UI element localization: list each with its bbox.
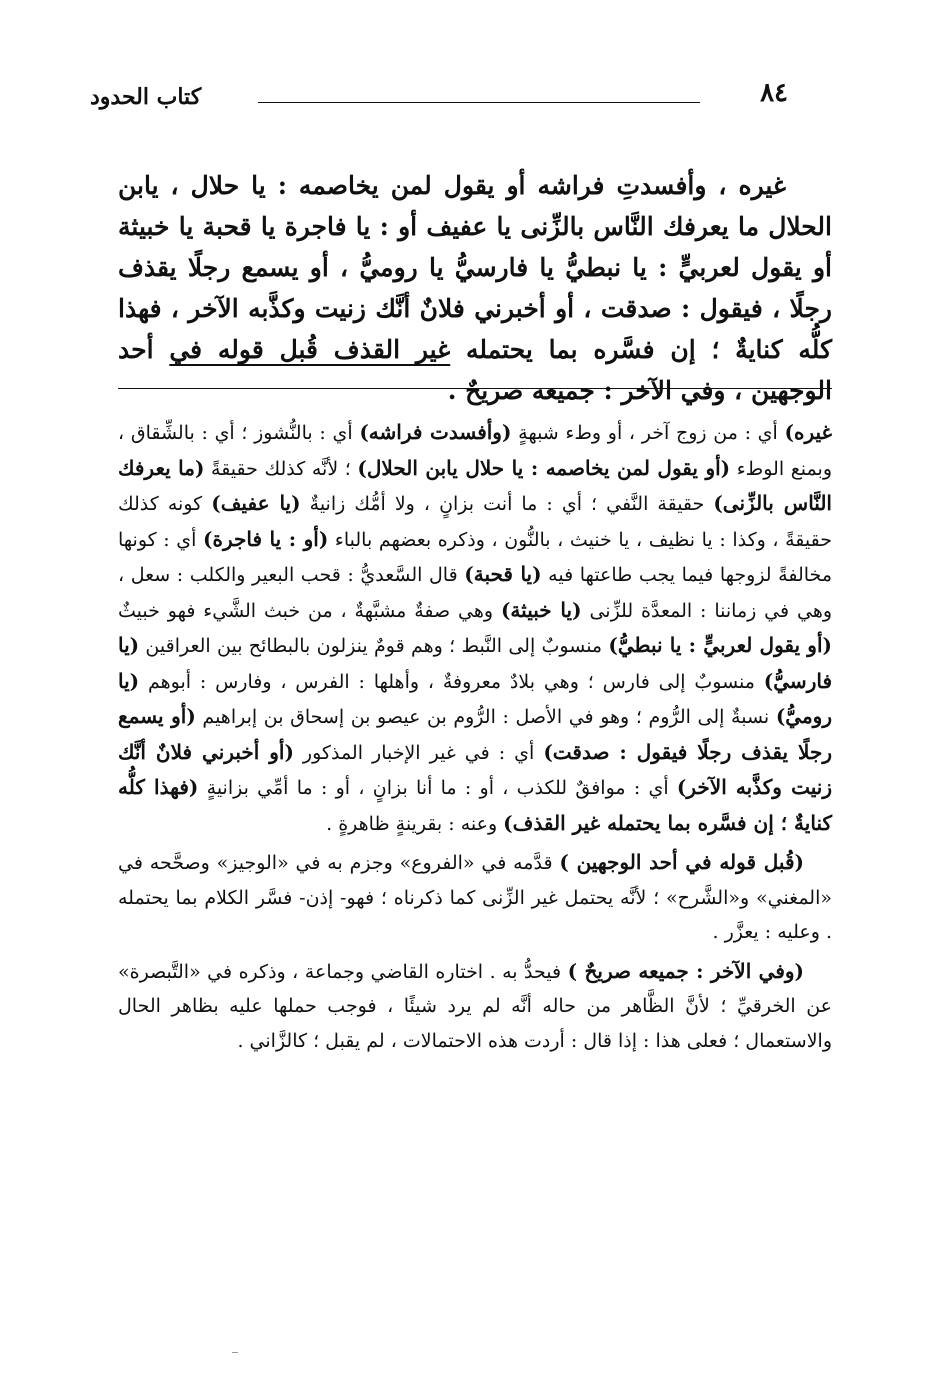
running-title: كتاب الحدود xyxy=(90,84,202,110)
separator-rule xyxy=(118,388,832,389)
commentary-text: أي : بالنُّشوز ؛ أي : بالشِّقاق ، وبمنع الوطء xyxy=(118,422,832,480)
commentary-quote: (وفي الآخر : جميعه صريحٌ ) xyxy=(567,958,805,983)
commentary-text: أي : موافقٌ للكذب ، أو : ما أنا بزانٍ ، أو : ما أمِّي بزانيةٍ xyxy=(198,777,677,799)
commentary-text: ؛ لأنَّه كذلك حقيقةً xyxy=(204,457,358,480)
commentary-quote: (يا روميُّ) xyxy=(118,668,832,728)
commentary-text: وعنه : بقرينةٍ ظاهرةٍ . xyxy=(326,812,504,835)
main-text-tail: أحد الوجهين ، وفي الآخر : جميعه صريحٌ . xyxy=(118,335,832,405)
commentary-text: وهي صفةٌ مشبَّهةٌ ، من خبث الشَّيء فهو خبيثٌ xyxy=(118,599,501,622)
page-header xyxy=(90,78,788,118)
main-text-paragraph xyxy=(118,165,832,411)
commentary-text: أي : من زوج آخر ، أو وطء شبهةٍ xyxy=(511,422,785,444)
main-text-underlined: غير القذف قُبل قوله في xyxy=(169,335,451,364)
commentary-text: منسوبٌ إلى النَّبط ؛ وهم قومٌ ينزلون بالبطائح بين العراقين xyxy=(139,635,609,657)
commentary-text: قال السَّعديُّ : قحب البعير والكلب : سعل ، وهي في زماننا : المعدَّة للزِّنى xyxy=(118,564,833,622)
commentary-quote: (يا خبيثة) xyxy=(500,597,582,622)
commentary-quote: (يا قحبة) xyxy=(464,562,542,586)
page-number: ٨٤ xyxy=(760,78,788,108)
commentary-text: نسبةٌ إلى الرُّوم ؛ وهو في الأصل : الرُّوم بن عيصو بن إسحاق بن إبراهيم xyxy=(195,706,776,728)
commentary-quote: (أو يقول لعربيٍّ : يا نبطيُّ) xyxy=(608,633,832,657)
commentary-text: أي : كونها مخالفةً لزوجها فيما يجب طاعتها فيه xyxy=(118,528,832,586)
commentary xyxy=(118,415,832,1062)
main-text xyxy=(118,165,832,411)
header-rule xyxy=(258,102,700,103)
commentary-paragraph-1 xyxy=(118,415,832,841)
commentary-quote: (وأفسدت فراشه) xyxy=(359,420,512,444)
commentary-text: كونه كذلك حقيقةً ، وكذا : يا نظيف ، يا خنيث ، بالنُّون ، وذكره بعضهم بالباء xyxy=(118,493,833,551)
commentary-quote: (أو يقول لمن يخاصمه : يا حلال يابن الحلال) xyxy=(357,455,731,480)
commentary-paragraph-3 xyxy=(118,954,832,1059)
commentary-quote: (فهذا كلُّه كنايةٌ ؛ إن فسَّره بما يحتمله غير القذف) xyxy=(118,775,832,835)
commentary-text: منسوبٌ إلى فارس ؛ وهي بلادٌ معروفةٌ ، وأهلها : الفرس ، وفارس : أبوهم xyxy=(139,670,764,693)
commentary-paragraph-2 xyxy=(118,845,832,950)
commentary-text: حقيقة النَّفي ؛ أي : ما أنت بزانٍ ، ولا أمُّك زانيةٌ xyxy=(300,493,714,515)
main-text-body: غيره ، وأفسدتِ فراشه أو يقول لمن يخاصمه : يا حلال ، يابن الحلال ما يعرفك النَّاس بالزِّنى يا عفيف أو : يا فاجرة يا قحبة يا خبيثة أو يقول لعربيٍّ : يا نبطيُّ يا فارسيُّ يا روميُّ ، أو يسمع رجلًا يقذف رجلًا ، فيقول : صدقت ، أو أخبرني فلانٌ أنَّك زنيت وكذَّبه الآخر ، فهذا كلُّه كنايةٌ ؛ إن فسَّره بما يحتمله xyxy=(118,171,832,364)
commentary-quote: (ما يعرفك النَّاس بالزِّنى) xyxy=(118,455,832,515)
commentary-quote: (يا عفيف) xyxy=(211,491,301,515)
commentary-text: فيحدُّ به . اختاره القاضي وجماعة ، وذكره في «التَّبصرة» عن الخرقيِّ ؛ لأنَّ الظَّاهر من حاله أنَّه لم يرد شيئًا ، فوجب حملها عليه بظاهر الحال والاستعمال ؛ فعلى هذا : إذا قال : أردت هذه الاحتمالات ، لم يقبل ؛ كالزَّاني . xyxy=(118,960,832,1052)
commentary-quote: (يا فارسيُّ) xyxy=(118,633,832,693)
commentary-text: أي : في غير الإخبار المذكور xyxy=(293,741,544,764)
commentary-text: قدَّمه في «الفروع» وجزم به في «الوجيز» وصحَّحه في «المغني» و«الشَّرح» ؛ لأنَّه يحتمل غير الزِّنى كما ذكرناه ؛ فهو- إذن- فسَّر الكلام بما يحتمله . وعليه : يعزَّر . xyxy=(118,852,832,943)
commentary-quote: (أو أخبرني فلانٌ أنَّك زنيت وكذَّبه الآخر) xyxy=(118,739,832,799)
commentary-quote: (أو : يا فاجرة) xyxy=(203,526,329,551)
commentary-quote: (أو يسمع رجلًا يقذف رجلًا فيقول : صدقت) xyxy=(118,704,832,764)
commentary-quote: غيره) xyxy=(784,420,833,444)
commentary-quote: (قُبل قوله في أحد الوجهين ) xyxy=(559,850,804,874)
page-mark xyxy=(232,1352,238,1353)
